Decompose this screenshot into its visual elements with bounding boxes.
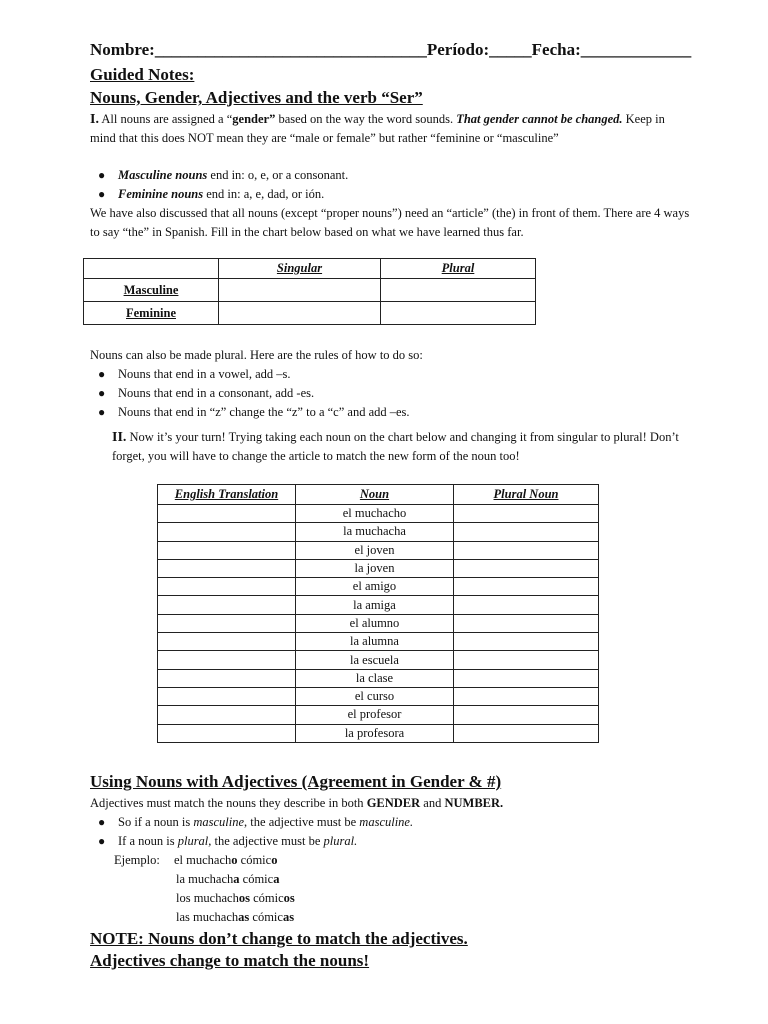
fecha-label: Fecha:_____________ xyxy=(531,40,692,59)
english-translation-cell[interactable] xyxy=(158,541,296,559)
table-row xyxy=(158,614,599,632)
noun-cell: la alumna xyxy=(296,633,454,651)
bullet-dot-1: ● xyxy=(98,168,106,182)
english-translation-cell[interactable] xyxy=(158,651,296,669)
plural-noun-cell[interactable] xyxy=(454,706,599,724)
adj-intro-text: Adjectives must match the nouns they describe in both xyxy=(90,796,367,810)
plural-noun-cell[interactable] xyxy=(454,596,599,614)
ex3-noun: los muchach xyxy=(176,891,239,905)
ex1-adj: cómic xyxy=(237,853,272,867)
bullet-feminine xyxy=(98,185,325,204)
ex2-noun: la muchach xyxy=(176,872,234,886)
noun-cell: el profesor xyxy=(296,706,454,724)
s1-text-3: Keep in mind that this does NOT mean they are “male or female” but rather “feminine or “masculine” xyxy=(90,112,665,145)
noun-cell: el joven xyxy=(296,541,454,559)
english-translation-cell[interactable] xyxy=(158,633,296,651)
plural-noun-cell[interactable] xyxy=(454,541,599,559)
ex3-adj-ending: os xyxy=(283,891,295,905)
plural-noun-cell[interactable] xyxy=(454,687,599,705)
adj-number: NUMBER. xyxy=(444,796,504,810)
ex2-noun-ending: a xyxy=(233,872,240,886)
english-translation-cell[interactable] xyxy=(158,523,296,541)
row-masculine: Masculine xyxy=(84,279,219,302)
plural-noun-cell[interactable] xyxy=(454,633,599,651)
ex1-adj-ending: o xyxy=(271,853,278,867)
noun-cell: el muchacho xyxy=(296,505,454,523)
adjectives-heading: Using Nouns with Adjectives (Agreement in Gender & #) xyxy=(90,772,502,791)
adj-and: and xyxy=(420,796,445,810)
col-noun: Noun xyxy=(296,485,454,505)
adj-b1c: , the adjective must be xyxy=(244,815,360,829)
section-1-paragraph xyxy=(90,110,690,148)
masc-plural-cell[interactable] xyxy=(381,279,536,302)
s1-text-1: All nouns are assigned a “ xyxy=(98,112,233,126)
plural-noun-cell[interactable] xyxy=(454,614,599,632)
ex2-adj-ending: a xyxy=(273,872,280,886)
table-row xyxy=(158,559,599,577)
noun-cell: la amiga xyxy=(296,596,454,614)
section-2-text: Now it’s your turn! Trying taking each noun on the chart below and changing it from singular to plural! Don’t forget, you will have to change the article to match the new form of the noun too! xyxy=(112,430,679,463)
col-english: English Translation xyxy=(158,485,296,505)
plural-noun-cell[interactable] xyxy=(454,724,599,742)
col-plural-noun: Plural Noun xyxy=(454,485,599,505)
ex1-noun: el muchach xyxy=(174,853,232,867)
adj-b2d: plural. xyxy=(323,834,358,848)
ex3-noun-ending: os xyxy=(238,891,250,905)
adj-gender: GENDER xyxy=(366,796,421,810)
english-translation-cell[interactable] xyxy=(158,724,296,742)
s1-gender: gender” xyxy=(232,112,276,126)
plural-rule-3-text: Nouns that end in “z” change the “z” to a “c” and add –es. xyxy=(118,405,410,419)
bullet-masculine xyxy=(98,166,349,185)
s1-cannot-change: That gender cannot be changed. xyxy=(456,112,623,126)
table-row xyxy=(158,505,599,523)
english-translation-cell[interactable] xyxy=(158,559,296,577)
plural-noun-cell[interactable] xyxy=(454,523,599,541)
section-2-number: II. xyxy=(112,430,127,445)
masc-singular-cell[interactable] xyxy=(219,279,381,302)
col-plural: Plural xyxy=(381,259,536,279)
ex1-noun-ending: o xyxy=(231,853,238,867)
adj-b1d: masculine. xyxy=(359,815,414,829)
noun-table xyxy=(157,484,599,743)
ex4-noun-ending: as xyxy=(238,910,250,924)
table-row xyxy=(158,523,599,541)
english-translation-cell[interactable] xyxy=(158,596,296,614)
plural-rule-2 xyxy=(98,384,315,403)
noun-cell: el curso xyxy=(296,687,454,705)
example-4 xyxy=(176,908,294,927)
masculine-nouns-rest: end in: o, e, or a consonant. xyxy=(207,168,349,182)
bullet-dot-2: ● xyxy=(98,187,106,201)
plural-noun-cell[interactable] xyxy=(454,559,599,577)
ex4-adj-ending: as xyxy=(282,910,295,924)
article-table xyxy=(83,258,536,325)
adj-bullet-2 xyxy=(98,832,358,851)
note-line-1: NOTE: Nouns don’t change to match the adjectives. xyxy=(90,929,468,948)
example-1 xyxy=(174,851,277,870)
articles-paragraph: We have also discussed that all nouns (except “proper nouns”) need an “article” (the) in front of them. There are 4 ways to say “the” in Spanish. Fill in the chart below based on what we have learned thus far. xyxy=(90,206,690,239)
noun-cell: la joven xyxy=(296,559,454,577)
plural-rule-3 xyxy=(98,403,410,422)
table-row xyxy=(158,596,599,614)
note-line-2: Adjectives change to match the nouns! xyxy=(90,951,370,970)
feminine-nouns-rest: end in: a, e, dad, or ión. xyxy=(203,187,325,201)
english-translation-cell[interactable] xyxy=(158,687,296,705)
article-table-corner xyxy=(84,259,219,279)
english-translation-cell[interactable] xyxy=(158,578,296,596)
adj-b2b: plural, xyxy=(177,834,212,848)
feminine-nouns-em: Feminine nouns xyxy=(118,187,204,201)
bullet-dot-7: ● xyxy=(98,834,106,848)
noun-cell: el amigo xyxy=(296,578,454,596)
plural-rule-2-text: Nouns that end in a consonant, add -es. xyxy=(118,386,315,400)
table-row xyxy=(158,724,599,742)
table-row xyxy=(158,633,599,651)
ex4-adj: cómic xyxy=(249,910,283,924)
page-title: Nouns, Gender, Adjectives and the verb “Ser” xyxy=(90,88,423,107)
plural-intro: Nouns can also be made plural. Here are the rules of how to do so: xyxy=(90,348,423,362)
header-line xyxy=(90,40,691,60)
plural-rule-1-text: Nouns that end in a vowel, add –s. xyxy=(118,367,291,381)
col-singular: Singular xyxy=(219,259,381,279)
example-3 xyxy=(176,889,295,908)
plural-noun-cell[interactable] xyxy=(454,505,599,523)
guided-notes-title: Guided Notes: xyxy=(90,65,195,84)
section-1-number: I. xyxy=(90,112,99,127)
periodo-label: Período:_____ xyxy=(426,40,532,59)
adj-b1a: So if a noun is xyxy=(118,815,194,829)
plural-noun-cell[interactable] xyxy=(454,578,599,596)
plural-noun-cell[interactable] xyxy=(454,669,599,687)
plural-rule-1 xyxy=(98,365,291,384)
nombre-label: Nombre:________________________________ xyxy=(90,40,427,59)
ejemplo-label: Ejemplo: xyxy=(114,853,160,867)
bullet-dot-4: ● xyxy=(98,386,106,400)
masculine-nouns-em: Masculine nouns xyxy=(118,168,208,182)
adj-b2c: the adjective must be xyxy=(211,834,324,848)
table-row xyxy=(158,706,599,724)
english-translation-cell[interactable] xyxy=(158,706,296,724)
s1-text-2: based on the way the word sounds. xyxy=(275,112,457,126)
noun-cell: el alumno xyxy=(296,614,454,632)
ex2-adj: cómic xyxy=(239,872,274,886)
bullet-dot-6: ● xyxy=(98,815,106,829)
ex4-noun: las muchach xyxy=(176,910,239,924)
example-2 xyxy=(176,870,279,889)
ex3-adj: cómic xyxy=(249,891,284,905)
table-row xyxy=(158,687,599,705)
adj-b1b: masculine xyxy=(193,815,245,829)
table-row xyxy=(158,669,599,687)
table-row xyxy=(158,651,599,669)
noun-cell: la profesora xyxy=(296,724,454,742)
adj-bullet-1 xyxy=(98,813,414,832)
table-row xyxy=(158,578,599,596)
section-2-paragraph xyxy=(112,428,682,466)
table-row xyxy=(158,541,599,559)
english-translation-cell[interactable] xyxy=(158,614,296,632)
english-translation-cell[interactable] xyxy=(158,505,296,523)
row-feminine: Feminine xyxy=(84,302,219,325)
fem-plural-cell[interactable] xyxy=(381,302,536,325)
noun-cell: la clase xyxy=(296,669,454,687)
plural-noun-cell[interactable] xyxy=(454,651,599,669)
noun-cell: la escuela xyxy=(296,651,454,669)
adj-b2a: If a noun is xyxy=(118,834,178,848)
fem-singular-cell[interactable] xyxy=(219,302,381,325)
english-translation-cell[interactable] xyxy=(158,669,296,687)
bullet-dot-5: ● xyxy=(98,405,106,419)
bullet-dot-3: ● xyxy=(98,367,106,381)
noun-cell: la muchacha xyxy=(296,523,454,541)
adjectives-intro xyxy=(90,794,503,813)
